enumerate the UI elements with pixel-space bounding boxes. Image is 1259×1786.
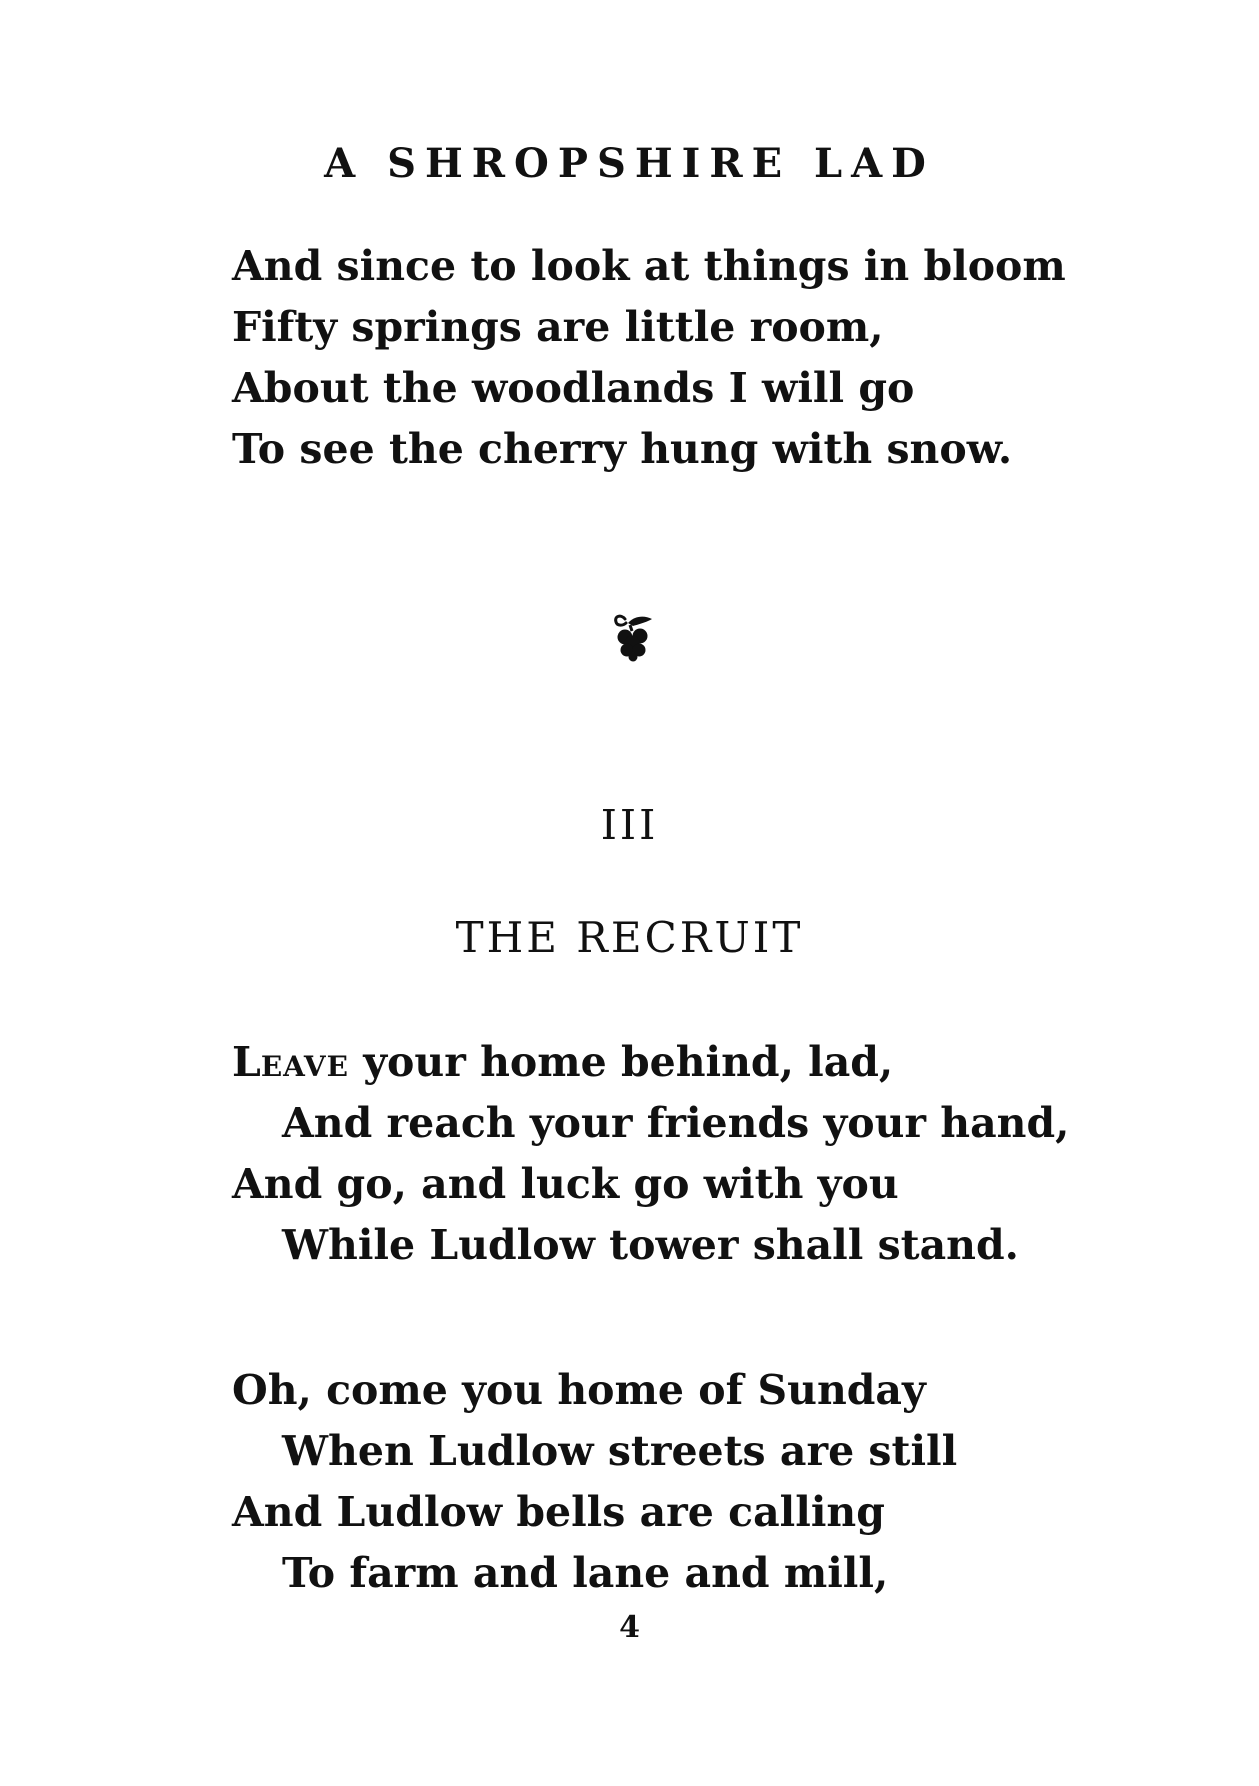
running-head: A SHROPSHIRE LAD: [324, 140, 935, 187]
small-caps-word: EAVE: [260, 1050, 349, 1083]
verse-line: To see the cherry hung with snow.: [232, 425, 1013, 473]
poem-number: III: [600, 801, 659, 849]
verse-line: Oh, come you home of Sunday: [232, 1366, 926, 1414]
poem-title: THE RECRUIT: [455, 913, 804, 962]
verse-line-rest: your home behind, lad,: [348, 1038, 894, 1086]
verse-line: While Ludlow tower shall stand.: [282, 1221, 1019, 1269]
verse-line: And reach your friends your hand,: [282, 1099, 1070, 1147]
verse-line: About the woodlands I will go: [232, 364, 915, 412]
page-number: 4: [619, 1610, 640, 1645]
verse-line: [232, 1032, 1132, 1093]
verse-line: Fifty springs are little room,: [232, 303, 884, 351]
verse-line: To farm and lane and mill,: [282, 1549, 889, 1597]
grape-cluster-ornament-icon: [609, 612, 659, 662]
verse-line: And since to look at things in bloom: [232, 242, 1066, 290]
stanza-1: [232, 236, 1132, 480]
stanza-2: [232, 1032, 1132, 1276]
verse-line: And Ludlow bells are calling: [232, 1488, 885, 1536]
initial-capital: L: [232, 1038, 261, 1086]
verse-line: When Ludlow streets are still: [282, 1427, 958, 1475]
stanza-3: [232, 1360, 1132, 1604]
verse-line: And go, and luck go with you: [232, 1160, 899, 1208]
